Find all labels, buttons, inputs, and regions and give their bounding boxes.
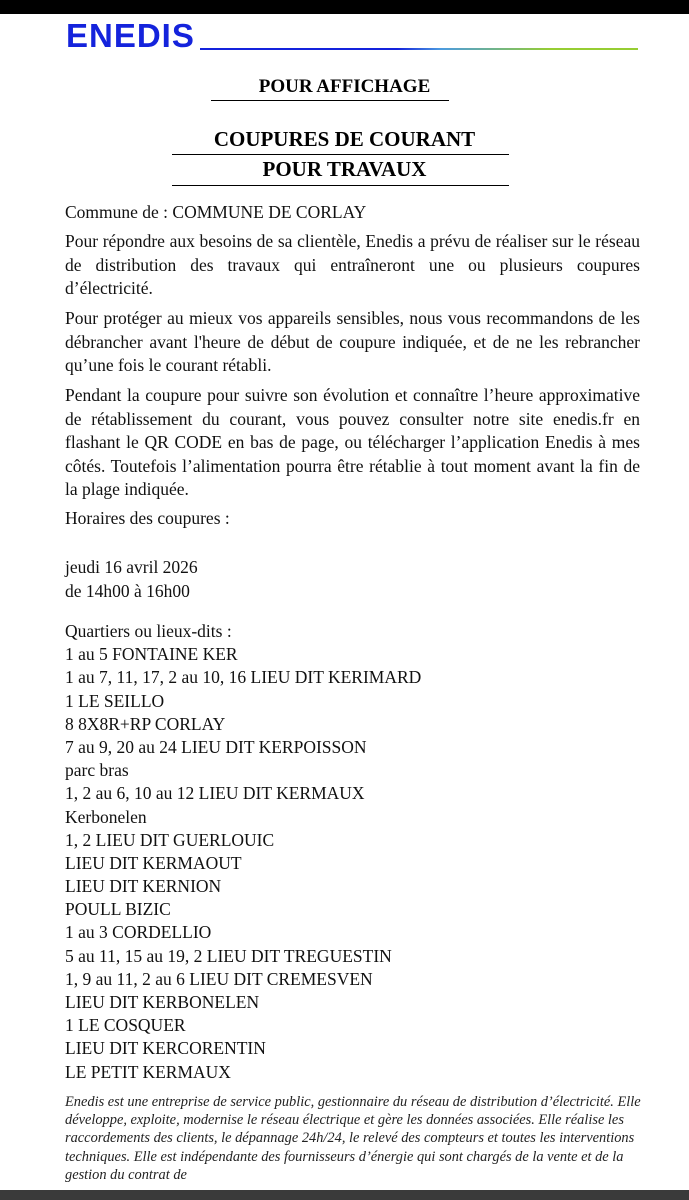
- notice-title-line2: POUR TRAVAUX: [262, 157, 427, 181]
- list-item: 1 LE SEILLO: [65, 690, 165, 711]
- paragraph-tracking: Pendant la coupure pour suivre son évolution et connaître l’heure approximative de rétablissement du courant, vous pouvez consulter notre site enedis.fr en flashant le QR CODE en bas de page, ou télécharger l’application Enedis à mes côtés. Toutefois l’alimentation pourra être rétablie à tout moment avant la fin de la plage indiquée.: [65, 385, 640, 499]
- header-rule: [211, 100, 449, 101]
- list-item: 1, 2 au 6, 10 au 12 LIEU DIT KERMAUX: [65, 783, 365, 804]
- list-item: 1, 9 au 11, 2 au 6 LIEU DIT CREMESVEN: [65, 968, 373, 989]
- list-item: 1 au 7, 11, 17, 2 au 10, 16 LIEU DIT KERIMARD: [65, 667, 422, 688]
- list-item: 1 au 3 CORDELLIO: [65, 922, 212, 943]
- list-item: LE PETIT KERMAUX: [65, 1061, 231, 1082]
- enedis-logo: [66, 18, 216, 52]
- list-item: 1, 2 LIEU DIT GUERLOUIC: [65, 829, 275, 850]
- locations-block: [65, 620, 640, 1084]
- paragraph-advice: Pour protéger au mieux vos appareils sensibles, nous vous recommandons de les débrancher avant l'heure de début de coupure indiquée, et de ne les rebrancher qu’une fois le courant rétabli.: [65, 308, 640, 375]
- logo-underline: [200, 48, 638, 50]
- list-item: Kerbonelen: [65, 806, 147, 827]
- list-item: LIEU DIT KERBONELEN: [65, 992, 260, 1012]
- schedule-label: Horaires des coupures :: [65, 508, 230, 528]
- locations-label: Quartiers ou lieux-dits :: [65, 621, 232, 641]
- list-item: 5 au 11, 15 au 19, 2 LIEU DIT TREGUESTIN: [65, 945, 392, 966]
- list-item: LIEU DIT KERCORENTIN: [65, 1038, 266, 1059]
- cut-date: jeudi 16 avril 2026: [65, 557, 198, 577]
- list-item: LIEU DIT KERNION: [65, 876, 222, 897]
- list-item: 1 LE COSQUER: [65, 1015, 186, 1036]
- list-item: POULL BIZIC: [65, 899, 171, 920]
- cut-time: de 14h00 à 16h00: [65, 580, 190, 601]
- list-item: 1 au 5 FONTAINE KER: [65, 644, 238, 665]
- commune-line: Commune de : COMMUNE DE CORLAY: [65, 202, 367, 222]
- footer-disclaimer: Enedis est une entreprise de service public, gestionnaire du réseau de distribution d’électricité. Elle développe, exploite, modernise le réseau électrique et gère les données associées. Elle réalise les raccordements des clients, le dépannage 24h/24, le relevé des compteurs et toutes les interventions techniques. Elle est indépendante des fournisseurs d’énergie qui sont chargés de la vente et de la gestion du contrat de: [65, 1094, 641, 1183]
- notice-title-line1: COUPURES DE COURANT: [213, 127, 476, 151]
- logo-text: ENEDIS: [66, 18, 195, 52]
- list-item: 7 au 9, 20 au 24 LIEU DIT KERPOISSON: [65, 736, 367, 757]
- title-rule-top: [172, 154, 509, 155]
- list-item: parc bras: [65, 760, 129, 781]
- bottom-bar: [0, 1190, 689, 1200]
- title-rule-bottom: [172, 185, 509, 186]
- list-item: LIEU DIT KERMAOUT: [65, 852, 242, 873]
- schedule-block: [65, 556, 640, 603]
- list-item: 8 8X8R+RP CORLAY: [65, 713, 226, 734]
- top-bar: [0, 0, 689, 14]
- paragraph-intro: Pour répondre aux besoins de sa clientèle, Enedis a prévu de réaliser sur le réseau de distribution des travaux qui entraîneront une ou plusieurs coupures d’électricité.: [65, 231, 640, 298]
- notice-header: POUR AFFICHAGE: [258, 76, 431, 97]
